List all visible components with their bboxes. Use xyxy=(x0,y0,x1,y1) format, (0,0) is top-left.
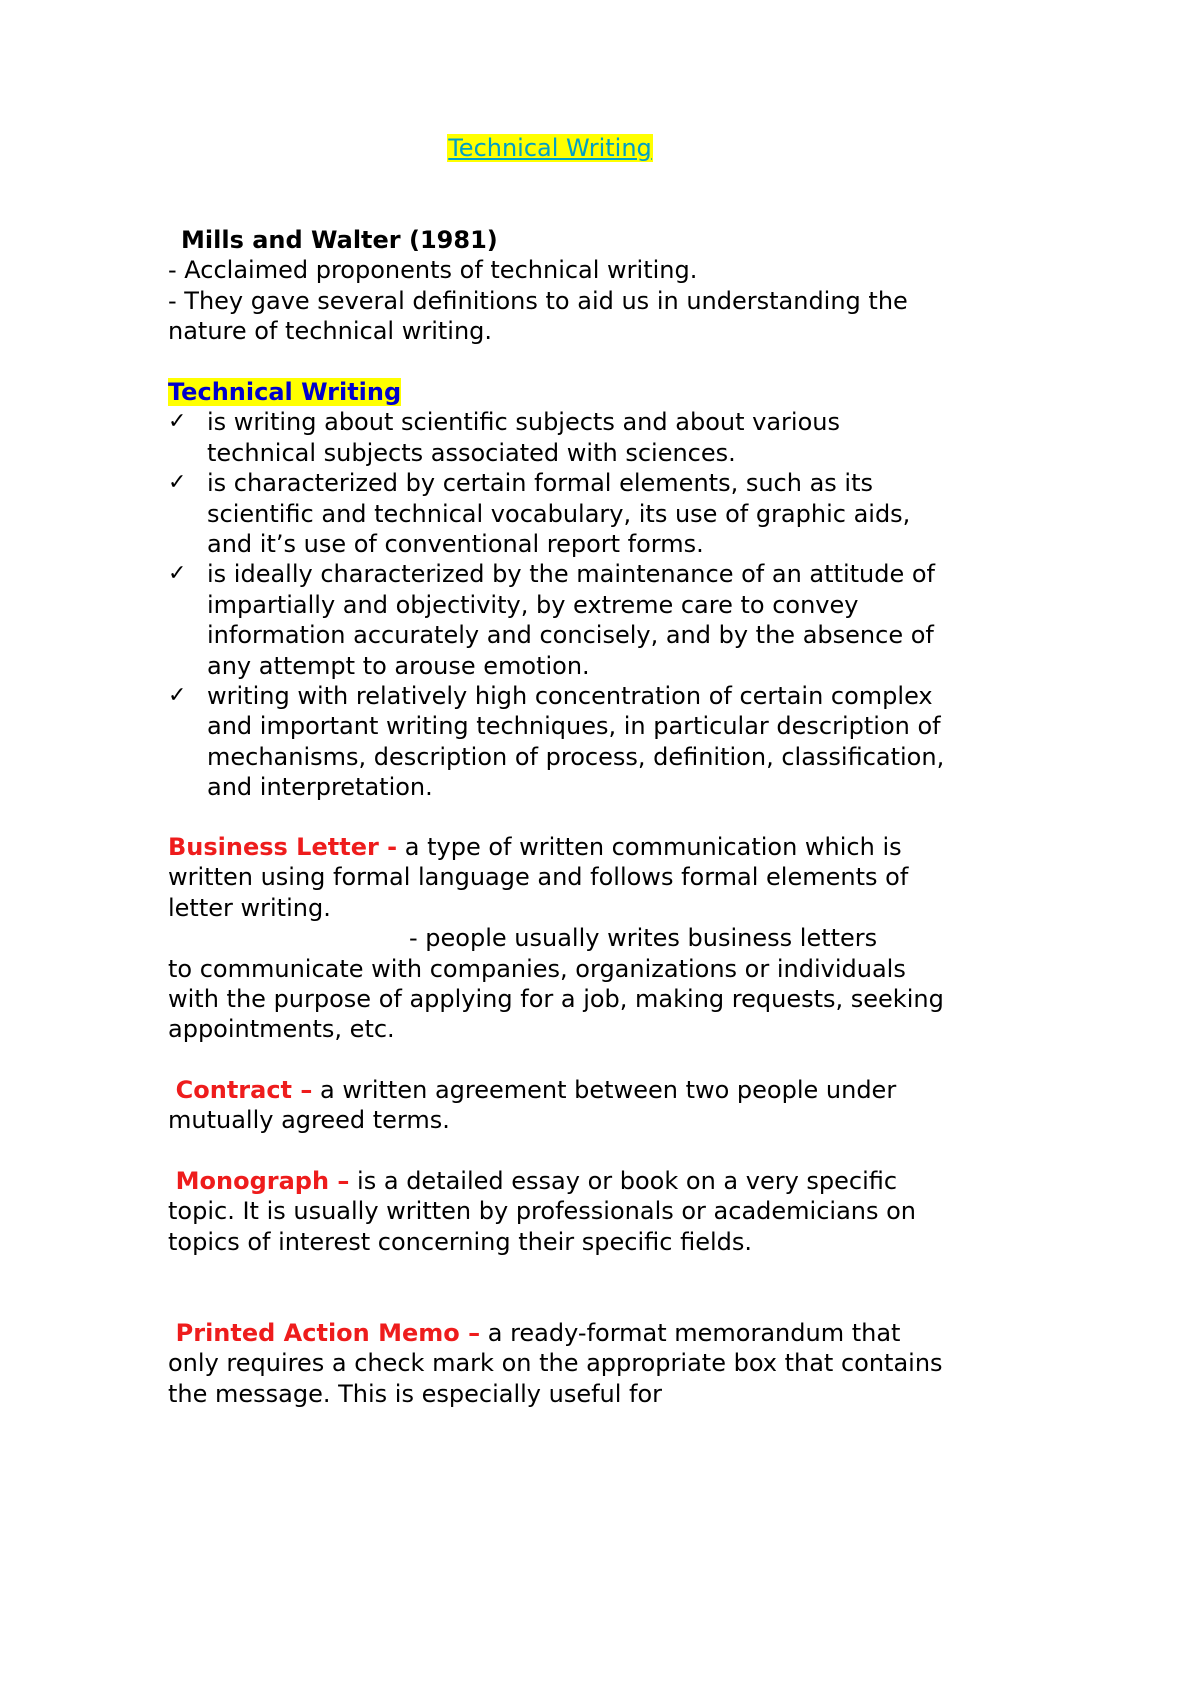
list-item xyxy=(168,559,948,681)
intro-line-1: - Acclaimed proponents of technical writing. xyxy=(168,256,698,285)
technical-writing-section xyxy=(168,377,948,803)
checkmark-icon: ✓ xyxy=(168,561,187,587)
business-letter-term: Business Letter - xyxy=(168,833,398,861)
monograph-paragraph xyxy=(168,1166,948,1257)
checkmark-icon: ✓ xyxy=(168,470,187,496)
list-item xyxy=(168,468,948,559)
intro-line-2: - They gave several definitions to aid us in understanding the nature of technical writing. xyxy=(168,286,908,346)
list-item xyxy=(168,681,948,803)
list-item-text: is writing about scientific subjects and about various technical subjects associated with sciences. xyxy=(207,408,840,467)
contract-definition xyxy=(168,1075,948,1136)
printed-action-memo-definition xyxy=(168,1318,948,1409)
business-letter-text: a type of written communication which is written using formal language and follows formal elements of letter writing. xyxy=(168,833,909,922)
monograph-term: Monograph – xyxy=(175,1167,350,1195)
title-container xyxy=(0,133,1100,163)
list-item-text: is characterized by certain formal elements, such as its scientific and technical vocabulary, its use of graphic aids, and it’s use of conventional report forms. xyxy=(207,469,911,559)
checkmark-icon: ✓ xyxy=(168,409,187,435)
list-item-text: is ideally characterized by the maintenance of an attitude of impartially and objectivity, by extreme care to convey information accurately and concisely, and by the absence of any attempt to arouse emotion. xyxy=(207,560,935,680)
section-heading: Technical Writing xyxy=(168,378,402,406)
contract-text: a written agreement between two people under mutually agreed terms. xyxy=(168,1076,897,1135)
business-letter-continuation-first: - people usually writes business letters xyxy=(409,924,878,953)
definition-checklist xyxy=(168,407,948,802)
checkmark-icon: ✓ xyxy=(168,683,187,709)
contract-paragraph xyxy=(168,1075,948,1136)
monograph-definition xyxy=(168,1166,948,1257)
printed-action-memo-term: Printed Action Memo – xyxy=(175,1319,481,1347)
intro-block xyxy=(168,225,948,347)
printed-action-memo-paragraph xyxy=(168,1318,948,1409)
list-item xyxy=(168,407,948,468)
contract-term: Contract – xyxy=(175,1076,313,1104)
printed-action-memo-text: a ready-format memorandum that only requires a check mark on the appropriate box that contains the message. This is especially useful for xyxy=(168,1319,943,1408)
intro-heading: Mills and Walter (1981) xyxy=(181,226,498,254)
monograph-text: is a detailed essay or book on a very specific topic. It is usually written by professionals or academicians on topics of interest concerning their specific fields. xyxy=(168,1167,917,1256)
business-letter-continuation-rest: to communicate with companies, organizations or individuals with the purpose of applying for a job, making requests, seeking appointments, etc. xyxy=(168,954,944,1044)
list-item-text: writing with relatively high concentration of certain complex and important writing techniques, in particular description of mechanisms, description of process, definition, classification, and interpretation. xyxy=(207,682,945,802)
document-title: Technical Writing xyxy=(448,134,652,162)
business-letter-paragraph xyxy=(168,832,948,923)
business-letter-definition xyxy=(168,832,948,1045)
